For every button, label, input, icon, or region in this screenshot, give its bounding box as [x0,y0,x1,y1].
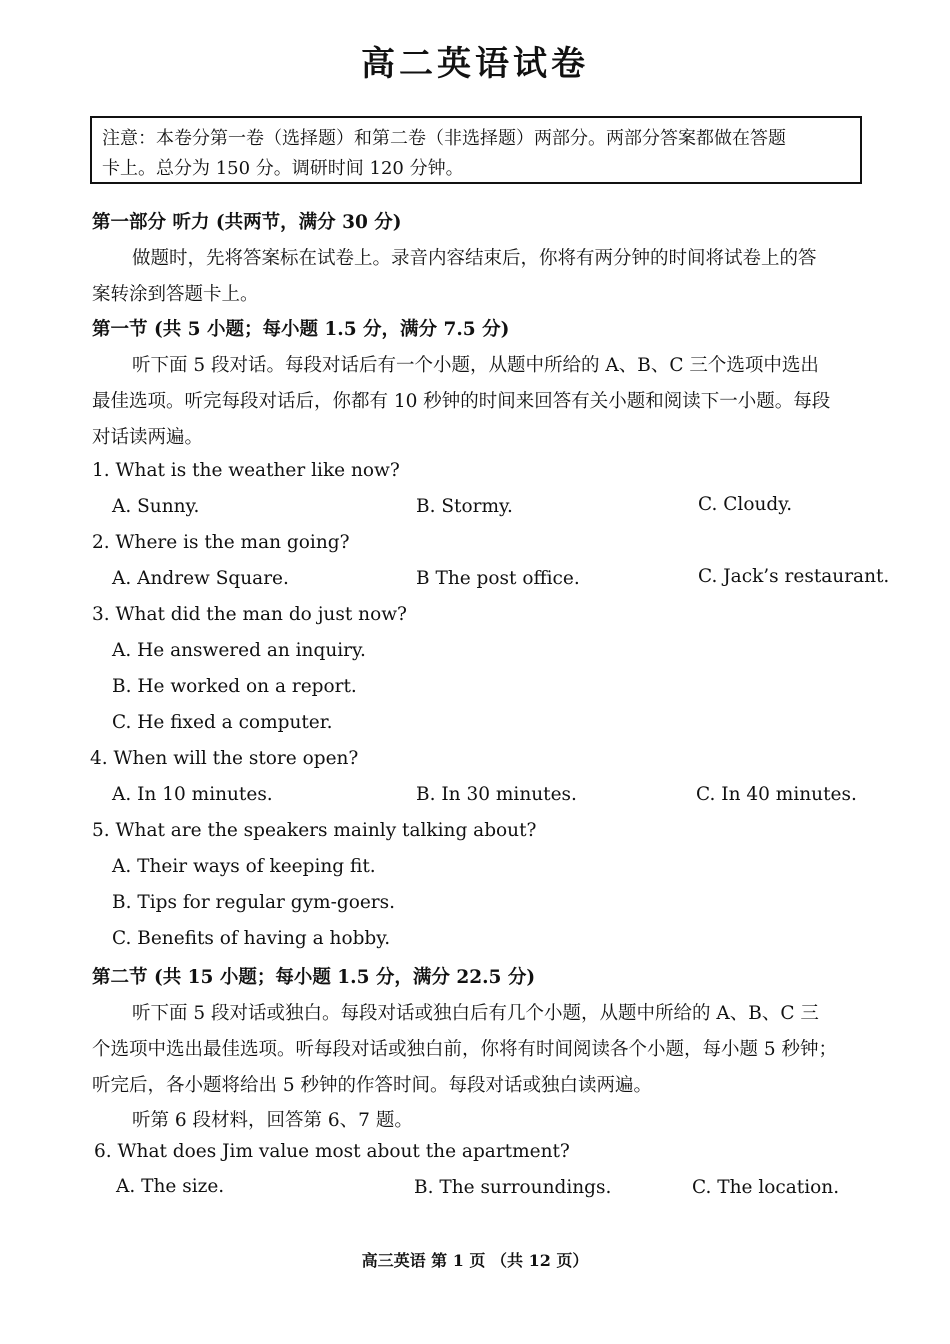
question-6-option-a: A. The size. [116,1176,225,1197]
section1-instruction-1: 听下面 5 段对话。每段对话后有一个小题，从题中所给的 A、B、C 三个选项中选出 [132,355,819,376]
question-5-stem: 5. What are the speakers mainly talking about? [92,820,537,841]
section2-instruction-3: 听完后，各小题将给出 5 秒钟的作答时间。每段对话或独白读两遍。 [92,1075,653,1096]
question-3-stem: 3. What did the man do just now? [92,604,407,625]
section2-material-note: 听第 6 段材料，回答第 6、7 题。 [132,1110,413,1131]
notice-line-2: 卡上。总分为 150 分。调研时间 120 分钟。 [102,158,464,179]
part1-instruction-1: 做题时，先将答案标在试卷上。录音内容结束后，你将有两分钟的时间将试卷上的答 [132,248,817,269]
question-2-option-a: A. Andrew Square. [112,568,289,589]
notice-box [90,116,862,184]
question-1-option-b: B. Stormy. [416,496,513,517]
question-1-stem: 1. What is the weather like now? [92,460,400,481]
question-1-option-a: A. Sunny. [112,496,200,517]
section1-heading: 第一节 (共 5 小题；每小题 1.5 分，满分 7.5 分) [92,319,510,340]
section2-instruction-1: 听下面 5 段对话或独白。每段对话或独白后有几个小题，从题中所给的 A、B、C 三 [132,1003,819,1024]
question-2-option-c: C. Jack’s restaurant. [698,566,890,587]
question-4-stem: 4. When will the store open? [90,748,359,769]
question-5-option-a: A. Their ways of keeping fit. [112,856,376,877]
question-4-option-a: A. In 10 minutes. [112,784,273,805]
question-4-option-c: C. In 40 minutes. [696,784,857,805]
page-title: 高二英语试卷 [361,44,589,84]
section1-instruction-3: 对话读两遍。 [92,427,204,448]
question-2-option-b: B The post office. [416,568,580,589]
question-3-option-b: B. He worked on a report. [112,676,357,697]
section1-instruction-2: 最佳选项。听完每段对话后，你都有 10 秒钟的时间来回答有关小题和阅读下一小题。每段 [92,391,831,412]
question-5-option-c: C. Benefits of having a hobby. [112,928,391,949]
question-6-option-b: B. The surroundings. [414,1177,612,1198]
question-6-option-c: C. The location. [692,1177,840,1198]
question-3-option-a: A. He answered an inquiry. [112,640,366,661]
question-6-stem: 6. What does Jim value most about the apartment? [94,1141,570,1162]
question-2-stem: 2. Where is the man going? [92,532,350,553]
question-4-option-b: B. In 30 minutes. [416,784,577,805]
page-footer: 高三英语 第 1 页 （共 12 页） [361,1251,589,1270]
question-3-option-c: C. He fixed a computer. [112,712,333,733]
section2-instruction-2: 个选项中选出最佳选项。听每段对话或独白前，你将有时间阅读各个小题，每小题 5 秒钟； [92,1039,838,1060]
part1-heading: 第一部分 听力 (共两节，满分 30 分) [92,212,402,233]
part1-instruction-2: 案转涂到答题卡上。 [92,284,259,305]
question-1-option-c: C. Cloudy. [698,494,793,515]
section2-heading: 第二节 (共 15 小题；每小题 1.5 分，满分 22.5 分) [92,967,536,988]
notice-line-1: 注意：本卷分第一卷（选择题）和第二卷（非选择题）两部分。两部分答案都做在答题 [102,128,786,149]
question-5-option-b: B. Tips for regular gym-goers. [112,892,395,913]
